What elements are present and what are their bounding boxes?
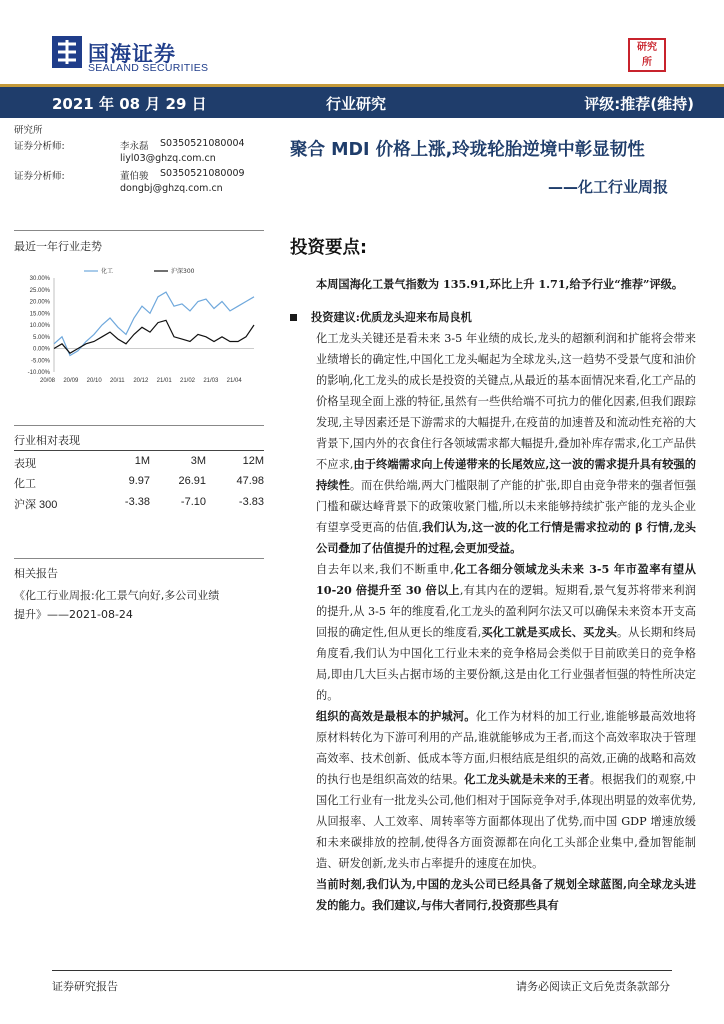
y-tick-label: 0.00%	[32, 346, 50, 353]
bold-text: 我们认为,这一波的化工行情是需求拉动的 β 行情,龙头公司叠加了估值提升的过程,会更加受益。	[316, 520, 696, 555]
table-top-rule	[14, 450, 264, 451]
bullet-heading: 投资建议:优质龙头迎来布局良机	[311, 310, 472, 324]
bold-text: 化工各细分领域龙头未来 3-5 年市盈率有望从 10-20 倍提升至 30 倍以上	[316, 562, 696, 597]
analyst-2-license: S0350521080009	[160, 168, 245, 179]
analyst-1-name: 李永磊	[120, 141, 149, 152]
analyst-1-license: S0350521080004	[160, 138, 245, 149]
x-tick-label: 21/03	[203, 378, 219, 384]
industry-trend-chart	[14, 262, 264, 392]
key-points-heading: 投资要点:	[290, 238, 367, 258]
text: 化工龙头关键还是看未来 3-5 年业绩的成长,龙头的超额利润和扩能将会带来业绩增长的确定性,中国化工龙头崛起为全球龙头,这一趋势不受景气度和油价的影响,化工龙头的成长是投资的关键点,从最近的基本面情况来看,化工产品的价格呈现全面上涨的特征,虽然有一些供给端不可抗力的催化因素,但我们跟踪发现,主导因素还是下游需求的大幅提升,在疫苗的加速普及和流动性充裕的大背景下,国内外的衣食住行各领域需求都大幅提升,叠加补库存需求,化工产品供不应求,	[316, 332, 696, 471]
x-tick-label: 20/11	[110, 378, 125, 384]
divider	[14, 230, 264, 231]
y-tick-label: -5.00%	[30, 358, 50, 365]
perf-row-12m: -3.83	[238, 496, 264, 508]
x-tick-label: 20/10	[86, 378, 102, 384]
legend-label: 化工	[101, 268, 114, 275]
seal-text: 研究所	[637, 42, 657, 68]
paragraph-organization	[316, 706, 696, 874]
header-band	[0, 84, 724, 118]
paragraph-growth	[316, 328, 696, 559]
perf-row-3m: 26.91	[178, 475, 206, 487]
analyst-1-role: 证券分析师:	[14, 141, 65, 152]
perf-row-1m: -3.38	[124, 496, 150, 508]
bullet-row	[288, 307, 696, 328]
x-tick-label: 20/09	[63, 378, 79, 384]
perf-section-title: 行业相对表现	[14, 434, 80, 447]
trend-section-title: 最近一年行业走势	[14, 240, 102, 253]
y-tick-label: 5.00%	[32, 334, 50, 341]
report-rating: 评级:推荐(维持)	[584, 95, 694, 113]
divider	[14, 425, 264, 426]
x-tick-label: 21/04	[226, 378, 242, 384]
text: 化工作为材料的加工行业,谁能够最高效地将原材料转化为下游可利用的产品,谁就能够成为王者,而这个高效率取决于管理高效率、技术创新、低成本等方面,归根结底是组织的高效,正确的战略和高效的执行也是组织高效的结果。	[316, 710, 696, 786]
x-tick-label: 20/08	[40, 378, 56, 384]
divider	[14, 558, 264, 559]
square-bullet-icon	[290, 314, 297, 321]
perf-header-3m: 3M	[190, 455, 206, 467]
analyst-2-role: 证券分析师:	[14, 171, 65, 182]
series-line-0	[54, 292, 254, 355]
logo-chinese-name: 国海证券	[88, 42, 176, 66]
x-tick-label: 21/01	[156, 378, 172, 384]
logo-english-name: SEALAND SECURITIES	[88, 62, 209, 74]
perf-row-3m: -7.10	[180, 496, 206, 508]
footer-left-text: 证券研究报告	[52, 980, 118, 993]
perf-row-name: 化工	[14, 478, 36, 490]
perf-row-12m: 47.98	[236, 475, 264, 487]
y-tick-label: 30.00%	[29, 276, 50, 282]
institute-label: 研究所	[14, 125, 43, 136]
report-subtitle: ——化工行业周报	[547, 178, 668, 196]
related-report-line2[interactable]: 提升》——2021-08-24	[14, 608, 133, 621]
related-section-title: 相关报告	[14, 567, 58, 580]
perf-header-name: 表现	[14, 458, 36, 470]
report-date: 2021 年 08 月 29 日	[52, 95, 207, 113]
y-tick-label: 10.00%	[29, 323, 50, 329]
perf-row-1m: 9.97	[128, 475, 150, 487]
perf-header-12m: 12M	[242, 455, 264, 467]
text: 。而在供给端,两大门槛限制了产能的扩张,即自由竞争带来的强者恒强门槛和碳达峰背景下的政策收紧门槛,所以未来能够持续扩张产能的龙头企业有望享受更高的估值,	[316, 479, 696, 534]
text: 。从长期和终局角度看,我们认为中国化工行业未来的竞争格局会类似于目前欧美日的竞争格局,即由几大巨头占据市场的主要份额,这是由化工行业强者恒强的特性所决定的。	[316, 626, 696, 702]
report-body	[311, 274, 696, 916]
footer-rule	[52, 970, 672, 971]
y-tick-label: 15.00%	[29, 311, 50, 318]
y-tick-label: 20.00%	[29, 299, 50, 306]
text: 。根据我们的观察,中国化工行业有一批龙头公司,他们相对于国际竞争对手,体现出明显的效率优势,从回报率、人工效率、周转率等方面都体现出了优势,而中国 GDP 增速放缓和未来碳排放的控制,使得各方面资源都在向化工头部企业集中,叠加智能制造、研发创新,龙头市占率提升的速度在加快。	[316, 773, 696, 870]
paragraph-valuation	[316, 559, 696, 706]
sealand-logo-icon	[52, 36, 82, 68]
legend-label: 沪深300	[171, 268, 195, 275]
bold-text: 买化工就是买成长、买龙头	[481, 625, 618, 639]
index-paragraph: 本周国海化工景气指数为 135.91,环比上升 1.71,给予行业“推荐”评级。	[316, 277, 684, 291]
analyst-2-email[interactable]: dongbj@ghzq.com.cn	[120, 183, 223, 194]
y-tick-label: -10.00%	[27, 370, 50, 376]
x-tick-label: 21/02	[180, 378, 196, 384]
institute-seal	[628, 38, 666, 72]
analyst-2-name: 董伯骏	[120, 171, 149, 182]
perf-header-1m: 1M	[134, 455, 150, 467]
perf-row-name: 沪深 300	[14, 499, 58, 511]
analyst-1-email[interactable]: liyl03@ghzq.com.cn	[120, 153, 216, 164]
paragraph-global: 当前时刻,我们认为,中国的龙头公司已经具备了规划全球蓝图,向全球龙头进发的能力。我们建议,与伟大者同行,投资那些具有	[316, 877, 696, 912]
text: ,有其内在的逻辑。短期看,景气复苏将带来利润的提升,从 3-5 年的维度看,化工龙头的盈利阿尔法又可以确保未来资本开支高回报的确定性,但从更长的维度看,	[316, 584, 696, 639]
x-tick-label: 20/12	[133, 378, 149, 384]
bold-text: 组织的高效是最根本的护城河。	[316, 709, 476, 723]
report-title: 聚合 MDI 价格上涨,玲珑轮胎逆境中彰显韧性	[290, 140, 645, 160]
y-tick-label: 25.00%	[29, 287, 50, 294]
footer-right-text: 请务必阅读正文后免责条款部分	[516, 980, 670, 993]
bold-text: 由于终端需求向上传递带来的长尾效应,这一波的需求提升具有较强的持续性	[316, 457, 696, 492]
report-category: 行业研究	[326, 95, 387, 113]
text: 自去年以来,我们不断重申,	[316, 563, 454, 576]
related-report-line1[interactable]: 《化工行业周报:化工景气向好,多公司业绩	[14, 589, 220, 602]
bold-text: 化工龙头就是未来的王者	[464, 772, 590, 786]
